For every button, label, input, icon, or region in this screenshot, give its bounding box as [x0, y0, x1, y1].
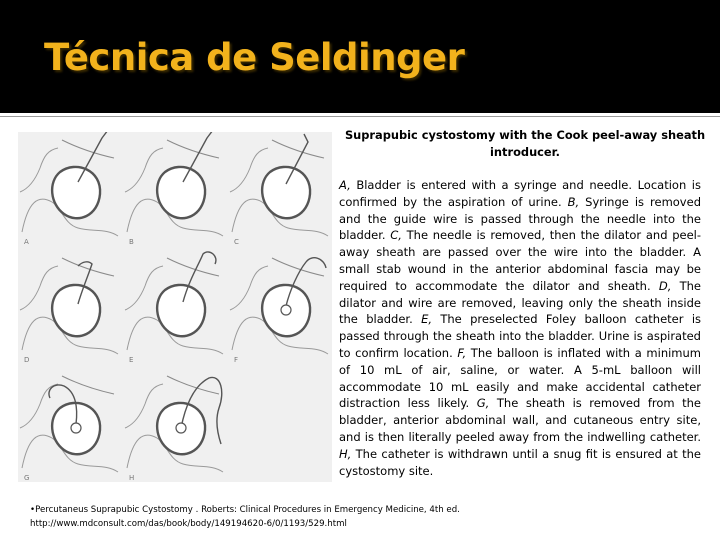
panel-letter: F [234, 356, 239, 364]
step-label: H, [339, 446, 352, 461]
title-divider [0, 113, 720, 117]
step-text: The balloon is inflated with a minimum of 10 mL of air, saline, or water. A 5-mL balloon will accommodate 10 mL easily and make accidental catheter distraction less likely. [339, 345, 701, 411]
panel-e [125, 252, 223, 364]
step-label: D, [658, 278, 672, 293]
step-text: The needle is removed, then the dilator and peel-away sheath are passed over the wire into the bladder. A small stab wound in the anterior abdominal fascia may be required to accommodate the dilator and sheath. [339, 228, 702, 293]
step-label: F, [457, 345, 467, 360]
procedure-description [339, 177, 701, 479]
panel-letter: E [129, 356, 134, 364]
panel-d [20, 258, 118, 364]
bladder-outline [52, 285, 100, 336]
bladder-outline [262, 167, 310, 218]
step-text: Syringe is removed and the guide wire is passed through the needle into the bladder. [339, 194, 701, 243]
citation-reference: •Percutaneus Suprapubic Cystostomy . Roberts: Clinical Procedures in Emergency Medicine, 4th ed. [30, 505, 460, 515]
step-text: The dilator and wire are removed, leaving only the sheath inside the bladder. [339, 278, 701, 327]
panel-b [125, 132, 223, 246]
panel-letter: B [129, 238, 134, 246]
panel-letter: G [24, 474, 30, 482]
panel-letter: A [24, 238, 29, 246]
step-label: B, [567, 194, 580, 209]
illustration-svg [18, 132, 332, 482]
step-c [339, 228, 701, 292]
step-label: E, [421, 312, 433, 327]
step-h [339, 447, 701, 478]
source-citation [30, 503, 690, 531]
step-label: A, [339, 178, 351, 192]
panel-letter: D [24, 356, 30, 364]
panel-g [20, 376, 118, 482]
panel-letter: H [129, 474, 135, 482]
step-text: The catheter is withdrawn until a snug fit is ensured at the cystostomy site. [339, 446, 701, 478]
panel-c [230, 134, 328, 246]
bladder-outline [52, 167, 100, 218]
step-label: C, [390, 228, 402, 243]
slide-title: Técnica de Seldinger [44, 36, 465, 79]
step-text: The sheath is removed from the bladder, anterior abdominal wall, and cutaneous entry site, and is then literally peeled away from the indwelling catheter. [339, 396, 702, 444]
title-bar [0, 0, 720, 113]
panel-a [20, 132, 118, 246]
bladder-outline [157, 285, 205, 336]
citation-link[interactable]: http://www.mdconsult.com/das/book/body/149194620-6/0/1193/529.html [30, 519, 347, 529]
seldinger-illustration [18, 132, 332, 482]
step-text: The preselected Foley balloon catheter is passed through the sheath into the bladder. Urine is aspirated to confirm location. [339, 312, 702, 360]
step-text: Bladder is entered with a syringe and needle. Location is confirmed by the aspiration of urine. [339, 178, 701, 209]
panel-f [230, 258, 328, 364]
panel-letter: C [234, 238, 239, 246]
panel-h [125, 376, 223, 482]
bladder-outline [157, 167, 205, 218]
figure-heading: Suprapubic cystostomy with the Cook peel-away sheath introducer. [344, 128, 706, 159]
step-label: G, [476, 396, 490, 411]
